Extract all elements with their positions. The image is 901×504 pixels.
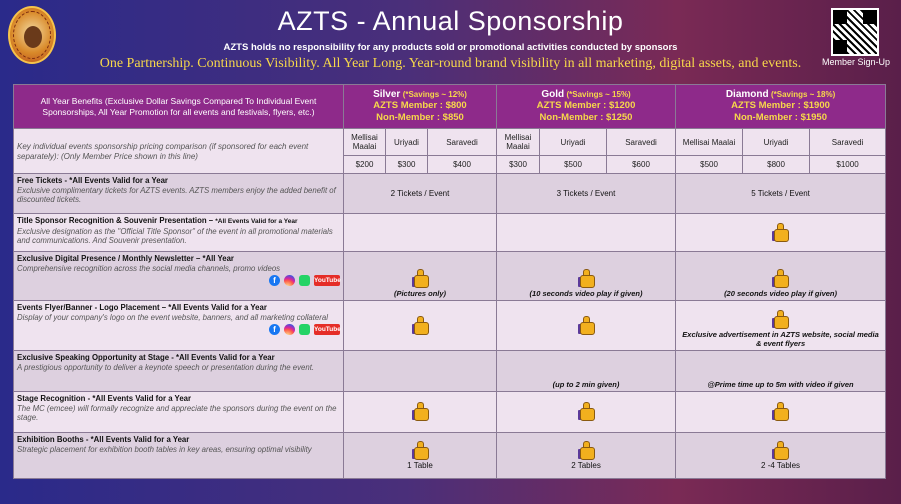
exhibition-silver: 1 Table	[344, 433, 497, 479]
thumbs-up-icon	[772, 269, 789, 287]
youtube-icon: YouTube	[314, 277, 341, 285]
stage-gold	[497, 392, 676, 433]
qr-label: Member Sign-Up	[821, 57, 891, 67]
thumbs-up-icon	[578, 441, 595, 459]
sponsorship-table	[13, 84, 886, 479]
exhibition-diamond: 2 -4 Tables	[676, 433, 886, 479]
thumbs-up-icon	[412, 402, 429, 420]
event-name: Mellisai Maalai	[676, 129, 743, 156]
speaking-diamond: @Prime time up to 5m with video if given	[676, 351, 886, 392]
event-price: $400	[428, 156, 497, 174]
event-name: Uriyadi	[386, 129, 428, 156]
tagline-text: One Partnership. Continuous Visibility. All Year Long. Year-round brand visibility in all marketing, digital assets, and events.	[99, 56, 802, 71]
whatsapp-icon	[299, 324, 310, 335]
digital-diamond: (20 seconds video play if given)	[676, 252, 886, 301]
row-speaking: Exclusive Speaking Opportunity at Stage - *All Events Valid for a Year A prestigious opportunity to deliver a keynote speech or presentation during the event.	[14, 351, 344, 392]
facebook-icon: f	[269, 275, 280, 286]
flyer-gold	[497, 301, 676, 351]
social-icons	[17, 275, 340, 286]
tier-diamond: Diamond (*Savings ~ 18%) AZTS Member : $1900 Non-Member : $1950	[676, 85, 886, 129]
event-price: $600	[607, 156, 676, 174]
thumbs-up-icon	[578, 316, 595, 334]
youtube-icon: YouTube	[314, 326, 341, 334]
event-price: $300	[497, 156, 540, 174]
thumbs-up-icon	[772, 223, 789, 241]
stage-diamond	[676, 392, 886, 433]
page-title: AZTS - Annual Sponsorship	[277, 6, 624, 36]
speaking-silver	[344, 351, 497, 392]
event-name: Mellisai Maalai	[344, 129, 386, 156]
row-title-sponsor: Title Sponsor Recognition & Souvenir Presentation – *All Events Valid for a Year Exclusive designation as the "Official Title Sponsor" of the event in all promotional materials and communications. And Souvenir presentation.	[14, 214, 344, 252]
event-name: Uriyadi	[743, 129, 810, 156]
thumbs-up-icon	[412, 316, 429, 334]
row-flyer-banner: Events Flyer/Banner - Logo Placement – *All Events Valid for a Year Display of your company's logo on the event website, banners, and all marketing collateral f YouTube	[14, 301, 344, 351]
event-price: $300	[386, 156, 428, 174]
event-price: $800	[743, 156, 810, 174]
row-digital-presence: Exclusive Digital Presence / Monthly Newsletter – *All Year Comprehensive recognition across the social media channels, promo videos f YouTube	[14, 252, 344, 301]
event-price: $500	[676, 156, 743, 174]
event-name: Uriyadi	[540, 129, 607, 156]
thumbs-up-icon	[412, 269, 429, 287]
event-price: $200	[344, 156, 386, 174]
instagram-icon	[284, 324, 295, 335]
exhibition-gold: 2 Tables	[497, 433, 676, 479]
event-name: Saravedi	[810, 129, 886, 156]
row-exhibition: Exhibition Booths - *All Events Valid for a Year Strategic placement for exhibition booth tables in key areas, ensuring optimal visibility	[14, 433, 344, 479]
event-price: $500	[540, 156, 607, 174]
tier-gold: Gold (*Savings ~ 15%) AZTS Member : $1200 Non-Member : $1250	[497, 85, 676, 129]
digital-gold: (10 seconds video play if given)	[497, 252, 676, 301]
facebook-icon: f	[269, 324, 280, 335]
title-sponsor-gold	[497, 214, 676, 252]
tier-silver: Silver (*Savings ~ 12%) AZTS Member : $800 Non-Member : $850	[344, 85, 497, 129]
free-tickets-gold: 3 Tickets / Event	[497, 174, 676, 214]
thumbs-up-icon	[412, 441, 429, 459]
thumbs-up-icon	[578, 269, 595, 287]
flyer-diamond: Exclusive advertisement in AZTS website, social media & event flyers	[676, 301, 886, 351]
event-name: Saravedi	[607, 129, 676, 156]
social-icons	[17, 324, 340, 335]
event-name: Mellisai Maalai	[497, 129, 540, 156]
thumbs-up-icon	[772, 441, 789, 459]
stage-silver	[344, 392, 497, 433]
event-name: Saravedi	[428, 129, 497, 156]
title-sponsor-diamond	[676, 214, 886, 252]
digital-silver: (Pictures only)	[344, 252, 497, 301]
row-stage-recognition: Stage Recognition - *All Events Valid for a Year The MC (emcee) will formally recognize and appreciate the sponsors during the event on the stage.	[14, 392, 344, 433]
row-free-tickets: Free Tickets - *All Events Valid for a Year Exclusive complimentary tickets for AZTS events. AZTS members enjoy the added benefit of discounted tickets.	[14, 174, 344, 214]
qr-code[interactable]	[831, 8, 879, 56]
pricing-note: Key individual events sponsorship pricing comparison (if sponsored for each event separately): (Only Member Price shown in this line)	[17, 142, 309, 161]
whatsapp-icon	[299, 275, 310, 286]
free-tickets-silver: 2 Tickets / Event	[344, 174, 497, 214]
speaking-gold: (up to 2 min given)	[497, 351, 676, 392]
title-sponsor-silver	[344, 214, 497, 252]
thumbs-up-icon	[772, 402, 789, 420]
instagram-icon	[284, 275, 295, 286]
benefits-header: All Year Benefits (Exclusive Dollar Savings Compared To Individual Event Sponsorships, All Year Promotion for all events and festivals, flyers, etc.)	[14, 85, 344, 129]
flyer-silver	[344, 301, 497, 351]
disclaimer-text: AZTS holds no responsibility for any products sold or promotional activities conducted by sponsors	[223, 42, 678, 53]
thumbs-up-icon	[578, 402, 595, 420]
event-price: $1000	[810, 156, 886, 174]
thumbs-up-icon	[772, 310, 789, 328]
free-tickets-diamond: 5 Tickets / Event	[676, 174, 886, 214]
